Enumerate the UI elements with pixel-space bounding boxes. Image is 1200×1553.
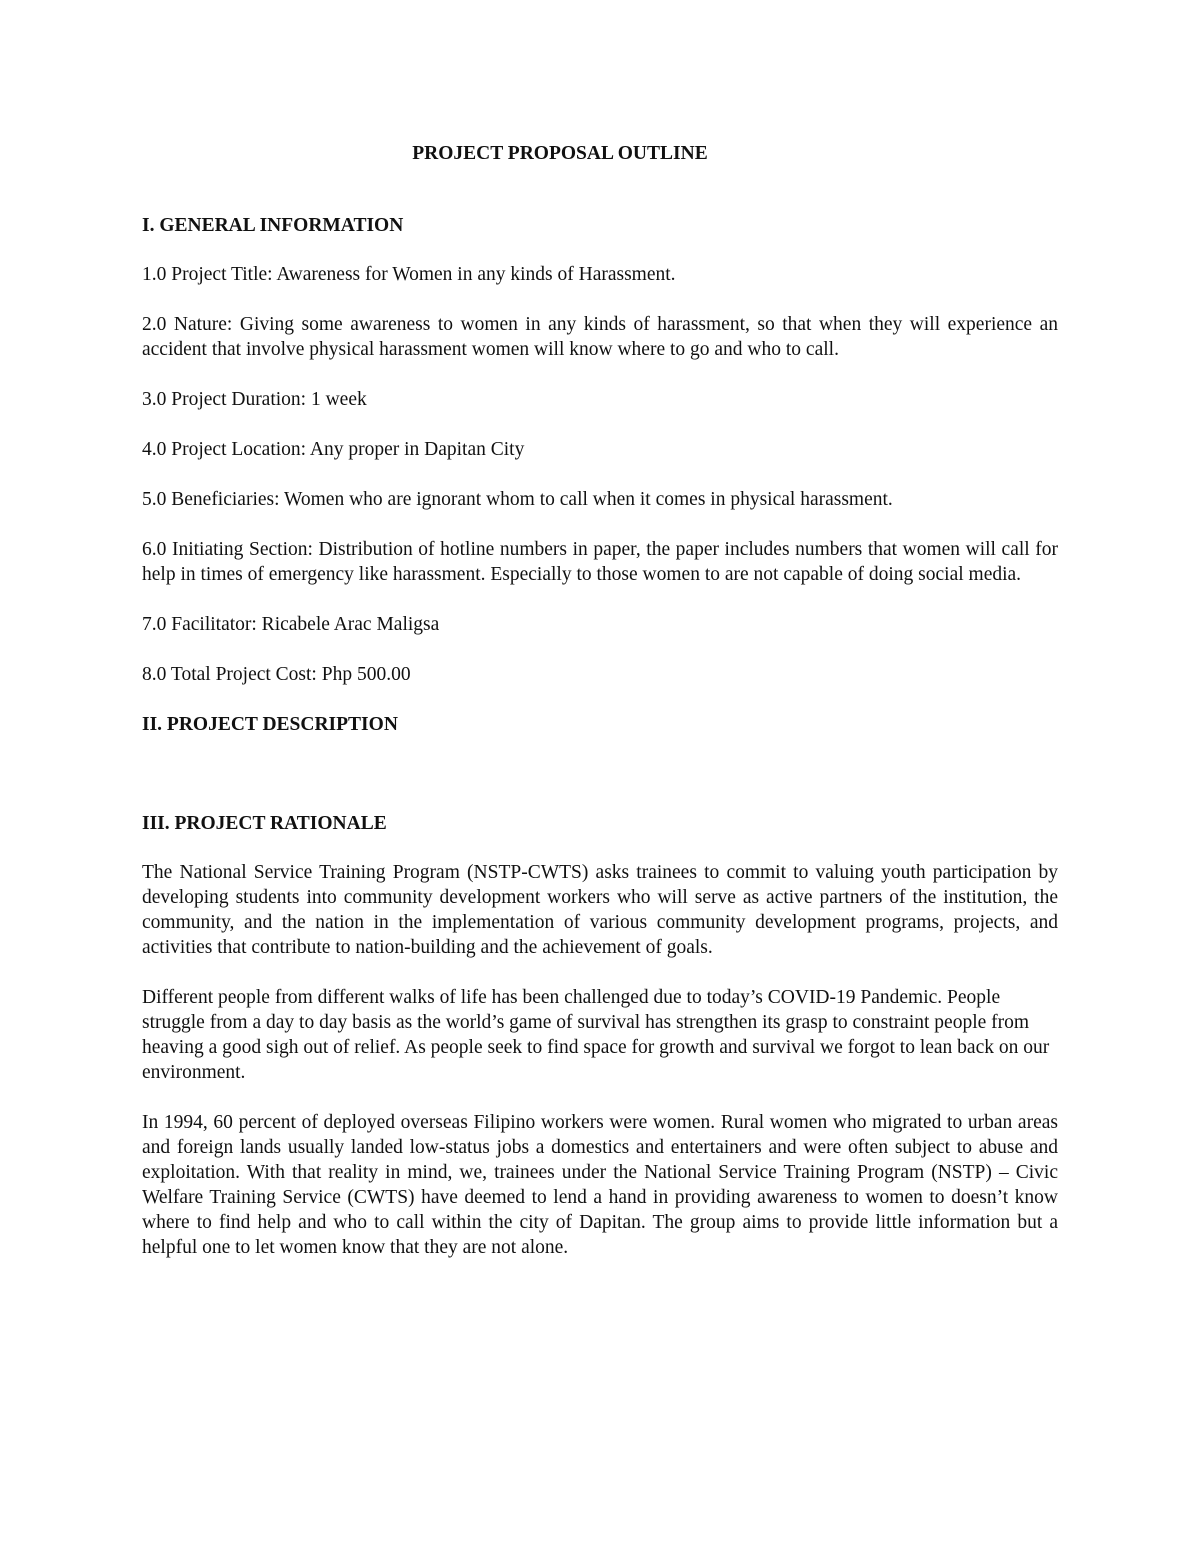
rationale-paragraph-3: In 1994, 60 percent of deployed overseas Filipino workers were women. Rural women who migrated to urban areas and foreign lands usually landed low-status jobs a domestics and entertainers and were often subject to abuse and exploitation. With that reality in mind, we, trainees under the National Service Training Program (NSTP) – Civic Welfare Training Service (CWTS) have deemed to lend a hand in providing awareness to women to doesn’t know where to find help and who to call within the city of Dapitan. The group aims to provide little information but a helpful one to let women know that they are not alone. (142, 1112, 1058, 1258)
initiating-section-item: 6.0 Initiating Section: Distribution of hotline numbers in paper, the paper includes numbers that women will call for help in times of emergency like harassment. Especially to those women to are not capable of doing social media. (142, 539, 1058, 585)
section-heading-general-information: I. GENERAL INFORMATION (142, 215, 404, 236)
project-nature-item: 2.0 Nature: Giving some awareness to women in any kinds of harassment, so that when they will experience an accident that involve physical harassment women will know where to go and who to call. (142, 314, 1058, 360)
beneficiaries-item: 5.0 Beneficiaries: Women who are ignorant whom to call when it comes in physical harassment. (142, 489, 893, 510)
project-title-item: 1.0 Project Title: Awareness for Women in any kinds of Harassment. (142, 264, 676, 285)
facilitator-item: 7.0 Facilitator: Ricabele Arac Maligsa (142, 614, 440, 635)
project-duration-item: 3.0 Project Duration: 1 week (142, 389, 367, 410)
project-description-blank-space (142, 761, 1058, 811)
section-heading-project-description: II. PROJECT DESCRIPTION (142, 714, 398, 735)
rationale-paragraph-1: The National Service Training Program (NSTP-CWTS) asks trainees to commit to valuing youth participation by developing students into community development workers who will serve as active partners of the institution, the community, and the nation in the implementation of various community development programs, projects, and activities that contribute to nation-building and the achievement of goals. (142, 862, 1058, 958)
section-heading-project-rationale: III. PROJECT RATIONALE (142, 813, 387, 834)
rationale-paragraph-2: Different people from different walks of life has been challenged due to today’s COVID-19 Pandemic. People struggle from a day to day basis as the world’s game of survival has strengthen its grasp to constraint people from heaving a good sigh out of relief. As people seek to find space for growth and survival we forgot to lean back on our environment. (142, 987, 1050, 1083)
document-body (142, 141, 1058, 1285)
document-title: PROJECT PROPOSAL OUTLINE (412, 143, 708, 164)
project-location-item: 4.0 Project Location: Any proper in Dapitan City (142, 439, 525, 460)
total-project-cost-item: 8.0 Total Project Cost: Php 500.00 (142, 664, 411, 685)
